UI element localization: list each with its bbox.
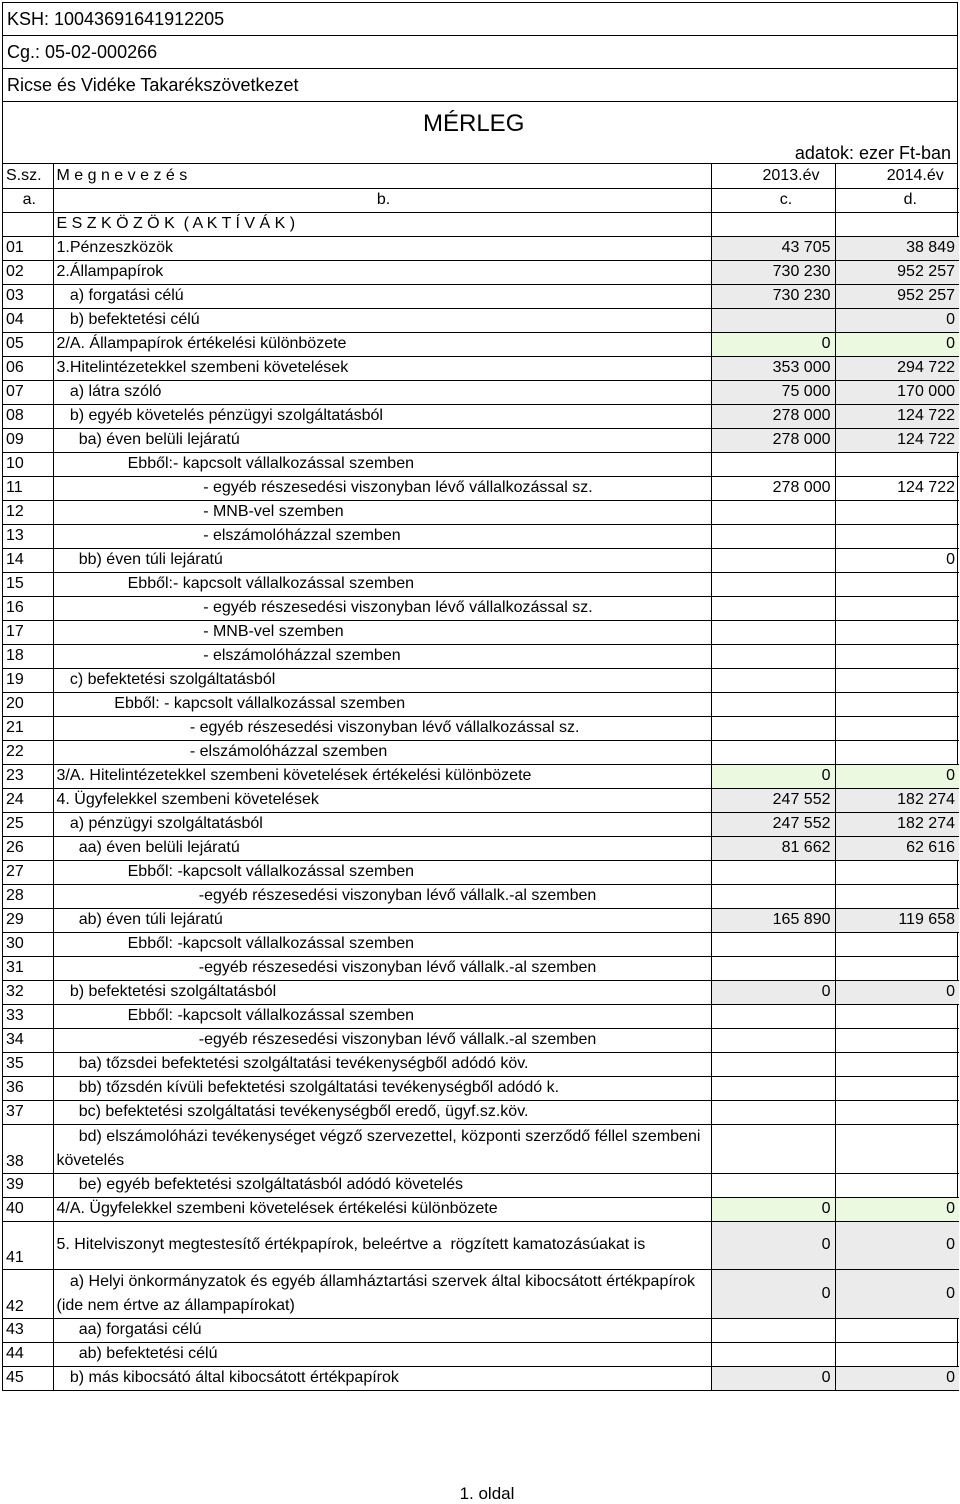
row-label: 2.Állampapírok bbox=[53, 260, 711, 284]
row-value-2013 bbox=[711, 692, 835, 716]
col-name-header: M e g n e v e z é s bbox=[53, 164, 711, 188]
row-label: 4. Ügyfelekkel szembeni követelések bbox=[53, 788, 711, 812]
row-value-2014: 0 bbox=[835, 1221, 959, 1269]
row-number: 09 bbox=[3, 428, 53, 452]
row-value-2014 bbox=[835, 1342, 959, 1366]
row-value-2014: 119 658 bbox=[835, 908, 959, 932]
row-label: - elszámolóházzal szemben bbox=[53, 740, 711, 764]
table-row bbox=[3, 548, 959, 572]
sheet-title-row bbox=[3, 102, 957, 143]
row-number: 42 bbox=[3, 1269, 53, 1318]
table-row bbox=[3, 980, 959, 1004]
row-value-2014 bbox=[835, 596, 959, 620]
row-number: 27 bbox=[3, 860, 53, 884]
row-number: 06 bbox=[3, 356, 53, 380]
row-value-2013 bbox=[711, 1173, 835, 1197]
row-label: 3.Hitelintézetekkel szembeni követelések bbox=[53, 356, 711, 380]
table-row bbox=[3, 572, 959, 596]
row-number: 37 bbox=[3, 1100, 53, 1124]
table-row bbox=[3, 860, 959, 884]
row-value-2014 bbox=[835, 644, 959, 668]
row-value-2013 bbox=[711, 860, 835, 884]
row-value-2014: 0 bbox=[835, 308, 959, 332]
row-number: 22 bbox=[3, 740, 53, 764]
row-value-2014 bbox=[835, 956, 959, 980]
table-row bbox=[3, 1342, 959, 1366]
row-number: 24 bbox=[3, 788, 53, 812]
row-value-2013: 0 bbox=[711, 332, 835, 356]
row-value-2013 bbox=[711, 1342, 835, 1366]
row-value-2013 bbox=[711, 524, 835, 548]
table-row bbox=[3, 932, 959, 956]
row-label: aa) forgatási célú bbox=[53, 1318, 711, 1342]
row-number: 23 bbox=[3, 764, 53, 788]
row-number: 19 bbox=[3, 668, 53, 692]
row-label: - elszámolóházzal szemben bbox=[53, 524, 711, 548]
row-value-2014 bbox=[835, 1173, 959, 1197]
row-label: bb) éven túli lejáratú bbox=[53, 548, 711, 572]
sheet-title: MÉRLEG bbox=[423, 110, 525, 137]
table-row bbox=[3, 380, 959, 404]
row-value-2014 bbox=[835, 620, 959, 644]
row-number: 08 bbox=[3, 404, 53, 428]
row-value-2014: 170 000 bbox=[835, 380, 959, 404]
row-label: - MNB-vel szemben bbox=[53, 620, 711, 644]
table-row bbox=[3, 764, 959, 788]
row-label: a) pénzügyi szolgáltatásból bbox=[53, 812, 711, 836]
row-value-2014 bbox=[835, 692, 959, 716]
row-number: 33 bbox=[3, 1004, 53, 1028]
table-row bbox=[3, 1221, 959, 1269]
table-row bbox=[3, 1100, 959, 1124]
row-value-2013: 247 552 bbox=[711, 812, 835, 836]
table-row bbox=[3, 716, 959, 740]
table-row bbox=[3, 884, 959, 908]
company-registration-number: Cg.: 05-02-000266 bbox=[3, 36, 957, 69]
row-label: ba) éven belüli lejáratú bbox=[53, 428, 711, 452]
row-label: a) látra szóló bbox=[53, 380, 711, 404]
row-value-2014: 294 722 bbox=[835, 356, 959, 380]
row-value-2013 bbox=[711, 548, 835, 572]
table-row bbox=[3, 284, 959, 308]
row-label: b) más kibocsátó által kibocsátott értékpapírok bbox=[53, 1366, 711, 1390]
table-row bbox=[3, 1173, 959, 1197]
row-value-2013 bbox=[711, 620, 835, 644]
table-row bbox=[3, 404, 959, 428]
row-number: 10 bbox=[3, 452, 53, 476]
row-number: 44 bbox=[3, 1342, 53, 1366]
company-name: Ricse és Vidéke Takarékszövetkezet bbox=[3, 69, 957, 102]
row-label: ab) éven túli lejáratú bbox=[53, 908, 711, 932]
row-value-2013: 81 662 bbox=[711, 836, 835, 860]
table-row bbox=[3, 1366, 959, 1390]
row-label: aa) éven belüli lejáratú bbox=[53, 836, 711, 860]
col-2013-header: 2013.év bbox=[711, 164, 835, 188]
table-row bbox=[3, 668, 959, 692]
row-value-2014 bbox=[835, 1318, 959, 1342]
table-row bbox=[3, 956, 959, 980]
table-row bbox=[3, 1124, 959, 1173]
row-number: 13 bbox=[3, 524, 53, 548]
row-value-2013 bbox=[711, 308, 835, 332]
row-value-2013: 278 000 bbox=[711, 404, 835, 428]
col-letter-b: b. bbox=[53, 188, 711, 212]
row-value-2013: 75 000 bbox=[711, 380, 835, 404]
table-row bbox=[3, 524, 959, 548]
row-label: - egyéb részesedési viszonyban lévő vállalkozással sz. bbox=[53, 716, 711, 740]
row-value-2014 bbox=[835, 1124, 959, 1173]
row-number: 36 bbox=[3, 1076, 53, 1100]
table-row bbox=[3, 836, 959, 860]
row-value-2013: 0 bbox=[711, 1197, 835, 1221]
row-value-2014: 38 849 bbox=[835, 236, 959, 260]
table-row bbox=[3, 1052, 959, 1076]
column-letter-row bbox=[3, 188, 959, 212]
row-number: 02 bbox=[3, 260, 53, 284]
balance-table bbox=[3, 164, 959, 1391]
row-value-2014 bbox=[835, 524, 959, 548]
row-number: 07 bbox=[3, 380, 53, 404]
row-value-2013 bbox=[711, 716, 835, 740]
col-ssz-header: S.sz. bbox=[3, 164, 53, 188]
row-number: 20 bbox=[3, 692, 53, 716]
table-row bbox=[3, 1197, 959, 1221]
col-letter-d: d. bbox=[835, 188, 959, 212]
row-number: 04 bbox=[3, 308, 53, 332]
row-number: 34 bbox=[3, 1028, 53, 1052]
row-label: be) egyéb befektetési szolgáltatásból adódó követelés bbox=[53, 1173, 711, 1197]
row-label: Ebből:- kapcsolt vállalkozással szemben bbox=[53, 572, 711, 596]
row-value-2014: 182 274 bbox=[835, 788, 959, 812]
row-value-2013: 0 bbox=[711, 1269, 835, 1318]
row-number: 16 bbox=[3, 596, 53, 620]
row-label: b) befektetési szolgáltatásból bbox=[53, 980, 711, 1004]
row-label: c) befektetési szolgáltatásból bbox=[53, 668, 711, 692]
row-value-2013: 0 bbox=[711, 1366, 835, 1390]
row-label: Ebből: -kapcsolt vállalkozással szemben bbox=[53, 1004, 711, 1028]
row-number: 29 bbox=[3, 908, 53, 932]
row-number: 39 bbox=[3, 1173, 53, 1197]
row-value-2014 bbox=[835, 740, 959, 764]
row-value-2013 bbox=[711, 1052, 835, 1076]
balance-sheet bbox=[2, 2, 958, 1391]
row-number: 28 bbox=[3, 884, 53, 908]
row-value-2014 bbox=[835, 452, 959, 476]
row-value-2013 bbox=[711, 1318, 835, 1342]
row-number: 12 bbox=[3, 500, 53, 524]
row-value-2014: 0 bbox=[835, 548, 959, 572]
table-row bbox=[3, 236, 959, 260]
row-label: 5. Hitelviszonyt megtestesítő értékpapírok, beleértve a rögzített kamatozásúakat is bbox=[53, 1221, 711, 1269]
row-number: 05 bbox=[3, 332, 53, 356]
row-value-2014: 0 bbox=[835, 332, 959, 356]
row-value-2013 bbox=[711, 884, 835, 908]
row-value-2014 bbox=[835, 1100, 959, 1124]
row-number: 26 bbox=[3, 836, 53, 860]
row-label: 2/A. Állampapírok értékelési különbözete bbox=[53, 332, 711, 356]
row-value-2013: 278 000 bbox=[711, 428, 835, 452]
row-number: 38 bbox=[3, 1124, 53, 1173]
row-number: 41 bbox=[3, 1221, 53, 1269]
row-value-2013 bbox=[711, 644, 835, 668]
col-letter-a: a. bbox=[3, 188, 53, 212]
table-row bbox=[3, 620, 959, 644]
row-label: 4/A. Ügyfelekkel szembeni követelések értékelési különbözete bbox=[53, 1197, 711, 1221]
row-value-2014: 124 722 bbox=[835, 476, 959, 500]
col-letter-c: c. bbox=[711, 188, 835, 212]
table-row bbox=[3, 788, 959, 812]
row-label: Ebből:- kapcsolt vállalkozással szemben bbox=[53, 452, 711, 476]
row-value-2014 bbox=[835, 1028, 959, 1052]
row-number: 15 bbox=[3, 572, 53, 596]
row-value-2013 bbox=[711, 1124, 835, 1173]
row-value-2014 bbox=[835, 932, 959, 956]
row-value-2014: 0 bbox=[835, 1269, 959, 1318]
row-number: 21 bbox=[3, 716, 53, 740]
row-value-2013: 0 bbox=[711, 764, 835, 788]
row-value-2013 bbox=[711, 596, 835, 620]
col-2014-header: 2014.év bbox=[835, 164, 959, 188]
row-value-2013: 730 230 bbox=[711, 260, 835, 284]
row-value-2013 bbox=[711, 1100, 835, 1124]
row-number: 31 bbox=[3, 956, 53, 980]
row-label: a) Helyi önkormányzatok és egyéb államháztartási szervek által kibocsátott értékpapírok (ide nem értve az állampapírokat) bbox=[53, 1269, 711, 1318]
row-value-2013: 353 000 bbox=[711, 356, 835, 380]
row-number: 25 bbox=[3, 812, 53, 836]
table-row bbox=[3, 1269, 959, 1318]
row-value-2013 bbox=[711, 500, 835, 524]
row-number: 14 bbox=[3, 548, 53, 572]
table-row bbox=[3, 1028, 959, 1052]
row-value-2014: 0 bbox=[835, 980, 959, 1004]
row-number: 35 bbox=[3, 1052, 53, 1076]
row-value-2013 bbox=[711, 1028, 835, 1052]
row-value-2013 bbox=[711, 932, 835, 956]
row-label: -egyéb részesedési viszonyban lévő vállalk.-al szemben bbox=[53, 884, 711, 908]
table-row bbox=[3, 476, 959, 500]
row-value-2014: 0 bbox=[835, 1366, 959, 1390]
table-row bbox=[3, 908, 959, 932]
table-row bbox=[3, 1318, 959, 1342]
row-value-2013 bbox=[711, 572, 835, 596]
row-value-2013 bbox=[711, 956, 835, 980]
row-number: 01 bbox=[3, 236, 53, 260]
row-label: b) egyéb követelés pénzügyi szolgáltatásból bbox=[53, 404, 711, 428]
row-label: - egyéb részesedési viszonyban lévő vállalkozással sz. bbox=[53, 596, 711, 620]
row-value-2014 bbox=[835, 572, 959, 596]
table-row bbox=[3, 428, 959, 452]
row-label: -egyéb részesedési viszonyban lévő vállalk.-al szemben bbox=[53, 1028, 711, 1052]
row-value-2014 bbox=[835, 1076, 959, 1100]
row-value-2013 bbox=[711, 740, 835, 764]
row-label: bd) elszámolóházi tevékenységet végző szervezettel, központi szerződő féllel szembeni követelés bbox=[53, 1124, 711, 1173]
row-number: 11 bbox=[3, 476, 53, 500]
row-label: b) befektetési célú bbox=[53, 308, 711, 332]
row-number: 43 bbox=[3, 1318, 53, 1342]
row-label: - egyéb részesedési viszonyban lévő vállalkozással sz. bbox=[53, 476, 711, 500]
section-title: E S Z K Ö Z Ö K ( A K T Í V Á K ) bbox=[53, 212, 711, 236]
row-number: 03 bbox=[3, 284, 53, 308]
row-number: 18 bbox=[3, 644, 53, 668]
row-number: 45 bbox=[3, 1366, 53, 1390]
row-value-2014: 124 722 bbox=[835, 404, 959, 428]
row-value-2013: 0 bbox=[711, 980, 835, 1004]
row-label: bc) befektetési szolgáltatási tevékenységből eredő, ügyf.sz.köv. bbox=[53, 1100, 711, 1124]
section-title-row bbox=[3, 212, 959, 236]
table-row bbox=[3, 260, 959, 284]
row-value-2013 bbox=[711, 668, 835, 692]
row-value-2014: 0 bbox=[835, 1197, 959, 1221]
row-value-2014: 182 274 bbox=[835, 812, 959, 836]
row-label: a) forgatási célú bbox=[53, 284, 711, 308]
table-row bbox=[3, 308, 959, 332]
row-value-2013: 278 000 bbox=[711, 476, 835, 500]
row-value-2014 bbox=[835, 1052, 959, 1076]
row-number: 17 bbox=[3, 620, 53, 644]
row-number: 32 bbox=[3, 980, 53, 1004]
row-label: Ebből: -kapcsolt vállalkozással szemben bbox=[53, 932, 711, 956]
row-number: 40 bbox=[3, 1197, 53, 1221]
row-label: 1.Pénzeszközök bbox=[53, 236, 711, 260]
table-row bbox=[3, 644, 959, 668]
row-label: bb) tőzsdén kívüli befektetési szolgáltatási tevékenységből adódó k. bbox=[53, 1076, 711, 1100]
table-row bbox=[3, 1076, 959, 1100]
row-value-2013: 247 552 bbox=[711, 788, 835, 812]
table-row bbox=[3, 332, 959, 356]
row-value-2013 bbox=[711, 452, 835, 476]
row-label: ab) befektetési célú bbox=[53, 1342, 711, 1366]
row-label: Ebből: - kapcsolt vállalkozással szemben bbox=[53, 692, 711, 716]
table-row bbox=[3, 692, 959, 716]
row-label: Ebből: -kapcsolt vállalkozással szemben bbox=[53, 860, 711, 884]
ksh-number: KSH: 10043691641912205 bbox=[3, 3, 957, 36]
table-row bbox=[3, 452, 959, 476]
table-row bbox=[3, 1004, 959, 1028]
row-value-2013: 165 890 bbox=[711, 908, 835, 932]
row-value-2013: 730 230 bbox=[711, 284, 835, 308]
row-value-2014: 952 257 bbox=[835, 260, 959, 284]
row-value-2013: 0 bbox=[711, 1221, 835, 1269]
row-value-2014 bbox=[835, 668, 959, 692]
row-value-2014: 124 722 bbox=[835, 428, 959, 452]
table-row bbox=[3, 356, 959, 380]
row-label: 3/A. Hitelintézetekkel szembeni követelések értékelési különbözete bbox=[53, 764, 711, 788]
column-header-row bbox=[3, 164, 959, 188]
row-value-2014 bbox=[835, 500, 959, 524]
row-label: - MNB-vel szemben bbox=[53, 500, 711, 524]
row-label: - elszámolóházzal szemben bbox=[53, 644, 711, 668]
table-row bbox=[3, 812, 959, 836]
row-value-2014 bbox=[835, 1004, 959, 1028]
units-note: adatok: ezer Ft-ban bbox=[3, 143, 957, 164]
page-footer: 1. oldal bbox=[459, 1484, 515, 1503]
table-row bbox=[3, 740, 959, 764]
row-value-2013 bbox=[711, 1004, 835, 1028]
row-value-2014: 62 616 bbox=[835, 836, 959, 860]
row-value-2013 bbox=[711, 1076, 835, 1100]
table-row bbox=[3, 596, 959, 620]
row-value-2013: 43 705 bbox=[711, 236, 835, 260]
row-value-2014: 0 bbox=[835, 764, 959, 788]
row-number: 30 bbox=[3, 932, 53, 956]
row-label: ba) tőzsdei befektetési szolgáltatási tevékenységből adódó köv. bbox=[53, 1052, 711, 1076]
row-value-2014 bbox=[835, 884, 959, 908]
row-value-2014 bbox=[835, 860, 959, 884]
row-value-2014: 952 257 bbox=[835, 284, 959, 308]
table-row bbox=[3, 500, 959, 524]
row-value-2014 bbox=[835, 716, 959, 740]
row-label: -egyéb részesedési viszonyban lévő vállalk.-al szemben bbox=[53, 956, 711, 980]
